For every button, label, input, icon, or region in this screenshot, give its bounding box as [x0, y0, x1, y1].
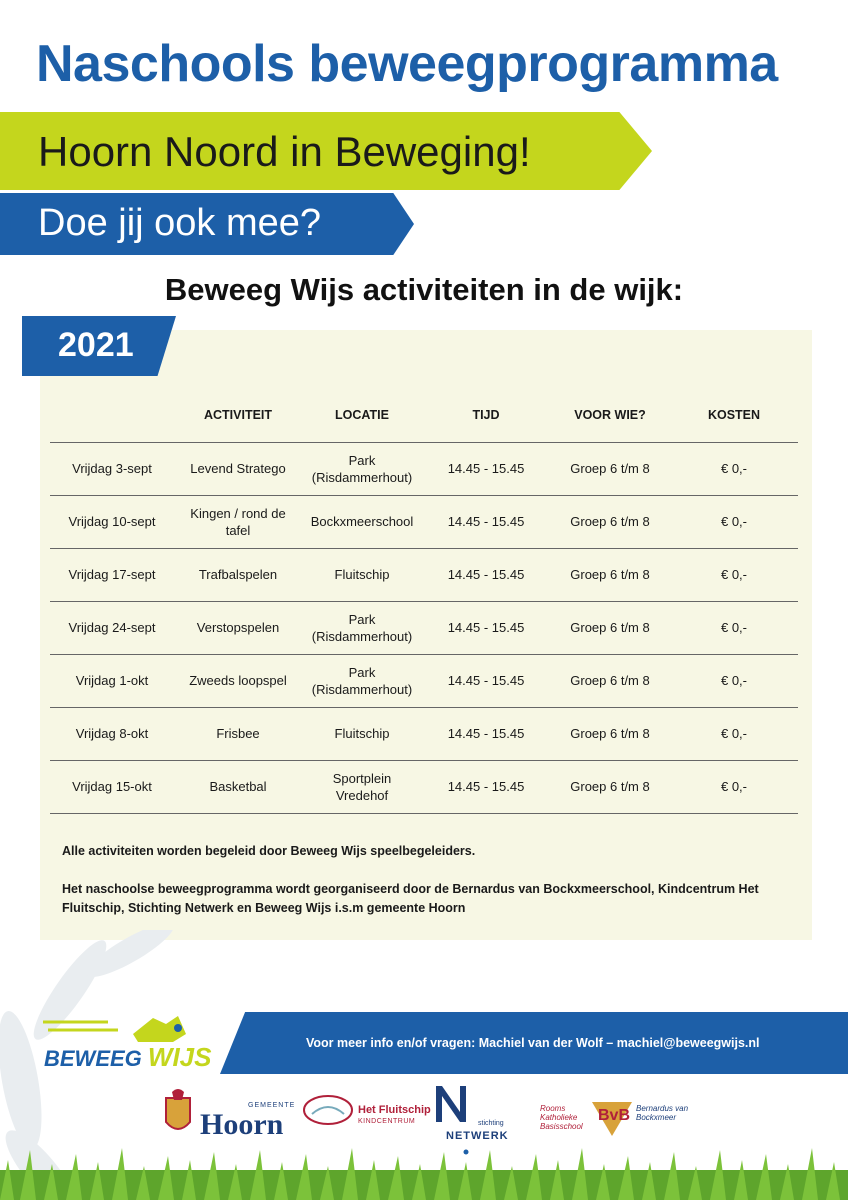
cell-audience: Groep 6 t/m 8: [550, 442, 670, 495]
cell-cost: € 0,-: [670, 495, 798, 548]
grass-decoration: [0, 1140, 848, 1200]
cell-time: 14.45 - 15.45: [422, 760, 550, 813]
contact-info: Voor meer info en/of vragen: Machiel van der Wolf – machiel@beweegwijs.nl: [306, 1036, 760, 1050]
bvb-logo-left: Rooms Katholieke Basisschool: [540, 1104, 583, 1131]
table-row: [50, 442, 798, 495]
logo-beweeg: BEWEEG: [44, 1046, 142, 1071]
cell-audience: Groep 6 t/m 8: [550, 707, 670, 760]
cell-date: Vrijdag 15-okt: [50, 760, 174, 813]
cell-time: 14.45 - 15.45: [422, 601, 550, 654]
cell-location: Park (Risdammerhout): [302, 442, 422, 495]
fluitschip-logo-icon: [302, 1094, 354, 1126]
table-row: [50, 707, 798, 760]
header-cost: KOSTEN: [670, 388, 798, 442]
hoorn-logo: Hoorn: [200, 1108, 284, 1141]
table-row: [50, 760, 798, 813]
cell-time: 14.45 - 15.45: [422, 654, 550, 707]
cell-activity: Frisbee: [174, 707, 302, 760]
cell-time: 14.45 - 15.45: [422, 495, 550, 548]
table-row: [50, 654, 798, 707]
cell-time: 14.45 - 15.45: [422, 707, 550, 760]
cell-date: Vrijdag 24-sept: [50, 601, 174, 654]
cell-audience: Groep 6 t/m 8: [550, 601, 670, 654]
netwerk-logo: NETWERK: [446, 1130, 509, 1142]
cell-audience: Groep 6 t/m 8: [550, 495, 670, 548]
fluitschip-logo: Het Fluitschip: [358, 1104, 431, 1116]
cell-location: Park (Risdammerhout): [302, 601, 422, 654]
header-date: [50, 388, 174, 442]
subtitle: Beweeg Wijs activiteiten in de wijk:: [164, 272, 684, 307]
cell-location: Fluitschip: [302, 548, 422, 601]
cell-time: 14.45 - 15.45: [422, 442, 550, 495]
note-organisers: Het naschoolse beweegprogramma wordt georganiseerd door de Bernardus van Bockxmeerschool, Kindcentrum Het Fluitschip, Stichting Netwerk en Beweeg Wijs i.s.m gemeente Hoorn: [62, 882, 759, 915]
cell-activity: Levend Stratego: [174, 442, 302, 495]
cell-cost: € 0,-: [670, 654, 798, 707]
cell-cost: € 0,-: [670, 548, 798, 601]
cell-activity: Trafbalspelen: [174, 548, 302, 601]
blue-banner-text: Doe jij ook mee?: [38, 202, 322, 244]
year-label: 2021: [58, 326, 134, 364]
table-row: [50, 548, 798, 601]
cell-date: Vrijdag 8-okt: [50, 707, 174, 760]
cell-time: 14.45 - 15.45: [422, 548, 550, 601]
cell-cost: € 0,-: [670, 707, 798, 760]
header-time: TIJD: [422, 388, 550, 442]
netwerk-logo-small: stichting: [478, 1120, 504, 1127]
cell-cost: € 0,-: [670, 760, 798, 813]
cell-activity: Verstopspelen: [174, 601, 302, 654]
cell-date: Vrijdag 17-sept: [50, 548, 174, 601]
beweeg-wijs-logo: [44, 1042, 212, 1073]
table-row: [50, 495, 798, 548]
cell-location: Fluitschip: [302, 707, 422, 760]
svg-text:BvB: BvB: [598, 1107, 631, 1124]
cell-activity: Kingen / rond de tafel: [174, 495, 302, 548]
cell-cost: € 0,-: [670, 601, 798, 654]
schedule-table: [50, 388, 798, 814]
logo-wijs: WIJS: [147, 1042, 212, 1072]
cell-date: Vrijdag 3-sept: [50, 442, 174, 495]
table-header-row: [50, 388, 798, 442]
cell-activity: Basketbal: [174, 760, 302, 813]
cell-date: Vrijdag 10-sept: [50, 495, 174, 548]
cell-date: Vrijdag 1-okt: [50, 654, 174, 707]
cell-activity: Zweeds loopspel: [174, 654, 302, 707]
header-audience: VOOR WIE?: [550, 388, 670, 442]
page-title: Naschools beweegprogramma: [36, 35, 778, 93]
cell-audience: Groep 6 t/m 8: [550, 654, 670, 707]
bvb-logo-right: Bernardus van Bockxmeer: [636, 1104, 689, 1122]
green-banner-text: Hoorn Noord in Beweging!: [38, 128, 531, 175]
bvb-logo-icon: [590, 1098, 634, 1138]
cell-location: Sportplein Vredehof: [302, 760, 422, 813]
cell-location: Park (Risdammerhout): [302, 654, 422, 707]
note-supervision: Alle activiteiten worden begeleid door Beweeg Wijs speelbegeleiders.: [62, 844, 476, 858]
header-location: LOCATIE: [302, 388, 422, 442]
cell-audience: Groep 6 t/m 8: [550, 548, 670, 601]
fluitschip-logo-small: KINDCENTRUM: [358, 1118, 416, 1125]
cell-location: Bockxmeerschool: [302, 495, 422, 548]
hoorn-logo-small: GEMEENTE: [248, 1102, 296, 1109]
cell-audience: Groep 6 t/m 8: [550, 760, 670, 813]
cell-cost: € 0,-: [670, 442, 798, 495]
header-activity: ACTIVITEIT: [174, 388, 302, 442]
table-row: [50, 601, 798, 654]
